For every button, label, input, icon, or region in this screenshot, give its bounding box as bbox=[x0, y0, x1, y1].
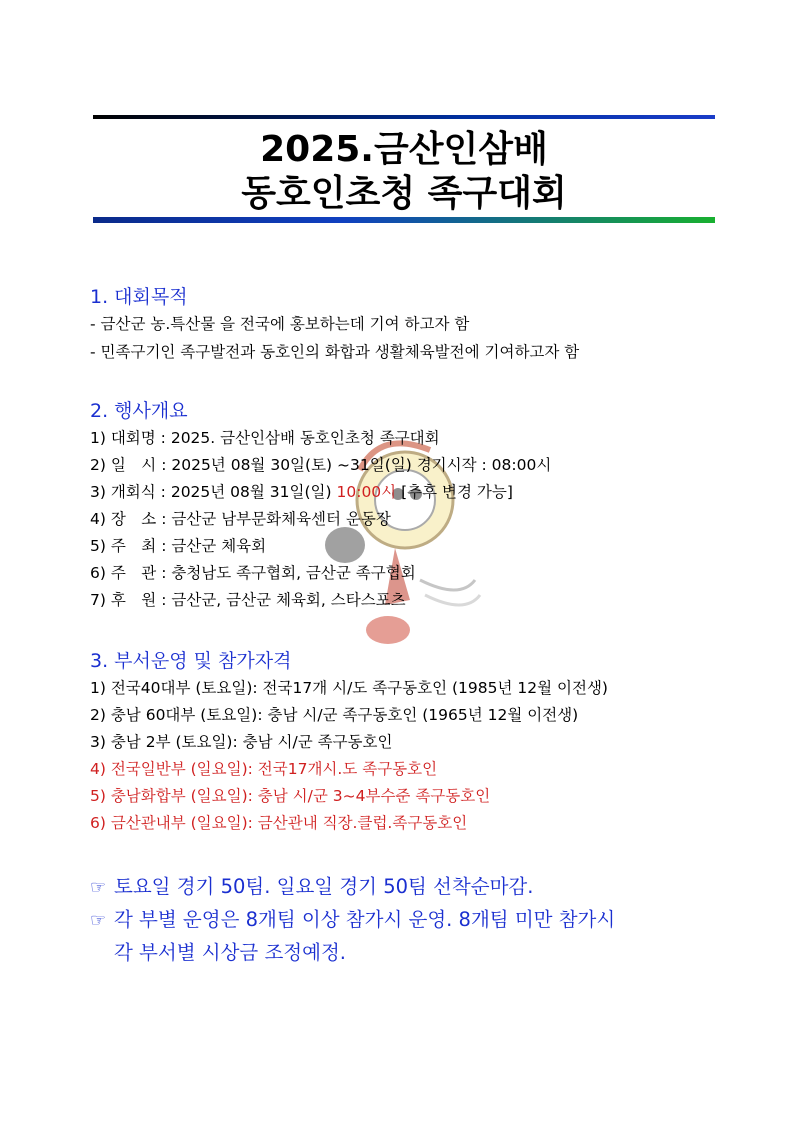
note-line: 각 부서별 시상금 조정예정. bbox=[114, 941, 347, 964]
event-item-date: 2) 일 시 : 2025년 08월 30일(토) ~31일(일) 경기시작 : 08:00시 bbox=[90, 456, 552, 474]
division-item: 6) 금산관내부 (일요일): 금산관내 직장.클럽.족구동호인 bbox=[90, 814, 468, 832]
event-item-name: 1) 대회명 : 2025. 금산인삼배 동호인초청 족구대회 bbox=[90, 429, 440, 447]
note-line bbox=[90, 874, 533, 901]
event-item-host: 5) 주 최 : 금산군 체육회 bbox=[90, 537, 267, 555]
section-1-line: - 금산군 농.특산물 을 전국에 홍보하는데 기여 하고자 함 bbox=[90, 315, 470, 333]
section-1-heading: 1. 대회목적 bbox=[90, 286, 188, 308]
division-item: 2) 충남 60대부 (토요일): 충남 시/군 족구동호인 (1965년 12월 이전생) bbox=[90, 706, 579, 724]
section-3-heading: 3. 부서운영 및 참가자격 bbox=[90, 650, 292, 672]
division-item: 5) 충남화합부 (일요일): 충남 시/군 3~4부수준 족구동호인 bbox=[90, 787, 491, 805]
opening-time: 10:00시 bbox=[336, 483, 397, 501]
page-title-line1: 2025.금산인삼배 bbox=[260, 129, 548, 170]
event-item-sponsor: 7) 후 원 : 금산군, 금산군 체육회, 스타스포츠 bbox=[90, 591, 406, 609]
division-item: 1) 전국40대부 (토요일): 전국17개 시/도 족구동호인 (1985년 12월 이전생) bbox=[90, 679, 608, 697]
opening-note: [추후 변경 가능] bbox=[396, 483, 513, 501]
page-title-line2: 동호인초청 족구대회 bbox=[241, 173, 567, 214]
title-top-rule bbox=[93, 115, 715, 119]
division-item: 4) 전국일반부 (일요일): 전국17개시.도 족구동호인 bbox=[90, 760, 438, 778]
title-bottom-rule bbox=[93, 217, 715, 223]
section-2-heading: 2. 행사개요 bbox=[90, 400, 188, 422]
event-item-opening bbox=[90, 482, 513, 502]
opening-label: 3) 개회식 : 2025년 08월 31일(일) bbox=[90, 483, 337, 501]
section-1-line: - 민족구기인 족구발전과 동호인의 화합과 생활체육발전에 기여하고자 함 bbox=[90, 343, 580, 361]
note-line bbox=[90, 907, 615, 934]
event-item-organizer: 6) 주 관 : 충청남도 족구협회, 금산군 족구협회 bbox=[90, 564, 416, 582]
pointing-hand-icon: ☞ bbox=[90, 910, 107, 931]
pointing-hand-icon: ☞ bbox=[90, 877, 107, 898]
note-text: 토요일 경기 50팀. 일요일 경기 50팀 선착순마감. bbox=[114, 875, 534, 898]
division-item: 3) 충남 2부 (토요일): 충남 시/군 족구동호인 bbox=[90, 733, 393, 751]
note-text: 각 부별 운영은 8개팀 이상 참가시 운영. 8개팀 미만 참가시 bbox=[114, 908, 616, 931]
event-item-venue: 4) 장 소 : 금산군 남부문화체육센터 운동장 bbox=[90, 510, 391, 528]
